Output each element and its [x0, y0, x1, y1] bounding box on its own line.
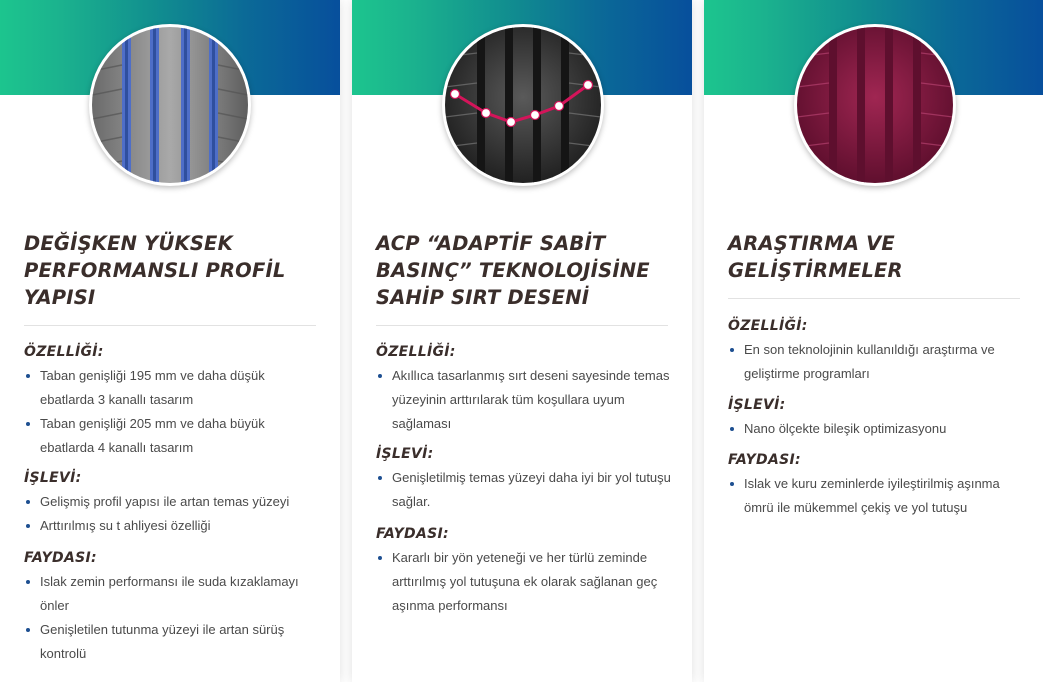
section-ozelligi	[24, 340, 294, 460]
list-item: Kararlı bir yön yeteneği ve her türlü zeminde arttırılmış yol tutuşuna ek olarak sağlanan geç aşınma performansı	[376, 546, 661, 618]
list-item: Islak zemin performansı ile suda kızaklamayı önler	[24, 570, 314, 618]
feature-card-research	[704, 0, 1043, 682]
section-heading: ÖZELLİĞİ:	[24, 344, 104, 360]
section-islevi	[24, 466, 304, 538]
list-item: Islak ve kuru zeminlerde iyileştirilmiş aşınma ömrü ile mükemmel çekiş ve yol tutuşu	[728, 472, 1010, 520]
section-heading: FAYDASI:	[376, 526, 449, 542]
section-heading: ÖZELLİĞİ:	[728, 318, 808, 334]
list-item: Genişletilen tutunma yüzeyi ile artan sürüş kontrolü	[24, 618, 314, 666]
title-divider	[376, 325, 668, 326]
section-faydasi	[24, 546, 314, 666]
list-item: Gelişmiş profil yapısı ile artan temas yüzeyi	[24, 490, 304, 514]
bullet-list	[728, 338, 998, 386]
section-islevi	[376, 442, 672, 514]
list-item: Nano ölçekte bileşik optimizasyonu	[728, 417, 1018, 441]
bullet-list	[376, 546, 661, 618]
bullet-list	[24, 570, 314, 666]
tyre-tread-image-acp	[442, 24, 604, 186]
list-item: Taban genişliği 205 mm ve daha büyük ebatlarda 4 kanallı tasarım	[24, 412, 294, 460]
section-heading: İŞLEVİ:	[728, 397, 786, 413]
title-divider	[728, 298, 1020, 299]
title-divider	[24, 325, 316, 326]
section-heading: FAYDASI:	[24, 550, 97, 566]
list-item: En son teknolojinin kullanıldığı araştırma ve geliştirme programları	[728, 338, 998, 386]
bullet-list	[376, 466, 672, 514]
card-title: DEĞİŞKEN YÜKSEK PERFORMANSLI PROFİL YAPISI	[24, 232, 286, 309]
section-heading: ÖZELLİĞİ:	[376, 344, 456, 360]
section-faydasi	[728, 448, 1010, 520]
feature-card-acp	[352, 0, 692, 682]
card-title: ACP “ADAPTİF SABİT BASINÇ” TEKNOLOJİSİNE SAHİP SIRT DESENİ	[376, 232, 650, 309]
bullet-list	[24, 490, 304, 538]
card-title: ARAŞTIRMA VE GELİŞTİRMELER	[728, 232, 903, 282]
section-ozelligi	[728, 314, 998, 386]
section-faydasi	[376, 522, 661, 618]
tyre-tread-image-maroon	[794, 24, 956, 186]
tyre-tread-image-blue	[89, 24, 251, 186]
bullet-list	[728, 417, 1018, 441]
list-item: Arttırılmış su t ahliyesi özelliği	[24, 514, 304, 538]
feature-card-profile	[0, 0, 340, 682]
section-heading: FAYDASI:	[728, 452, 801, 468]
section-islevi	[728, 393, 1018, 441]
section-heading: İŞLEVİ:	[24, 470, 82, 486]
list-item: Taban genişliği 195 mm ve daha düşük ebatlarda 3 kanallı tasarım	[24, 364, 294, 412]
bullet-list	[376, 364, 672, 436]
list-item: Akıllıca tasarlanmış sırt deseni sayesinde temas yüzeyinin arttırılarak tüm koşullara uyum sağlaması	[376, 364, 672, 436]
section-ozelligi	[376, 340, 672, 436]
bullet-list	[24, 364, 294, 460]
section-heading: İŞLEVİ:	[376, 446, 434, 462]
list-item: Genişletilmiş temas yüzeyi daha iyi bir yol tutuşu sağlar.	[376, 466, 672, 514]
bullet-list	[728, 472, 1010, 520]
